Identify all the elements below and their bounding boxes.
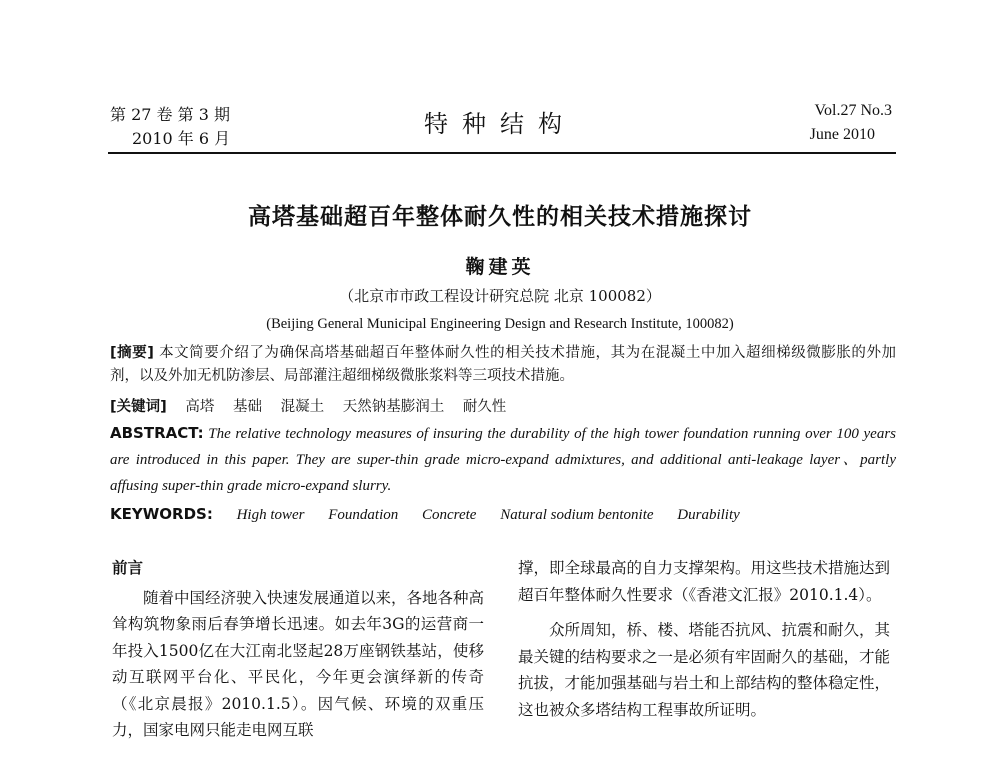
- keyword-cn: 高塔: [185, 399, 215, 415]
- keyword-en: High tower: [236, 507, 305, 523]
- body-column-left: [112, 555, 484, 744]
- abstract-cn-text: 本文简要介绍了为确保高塔基础超百年整体耐久性的相关技术措施，其为在混凝土中加入超细梯级微膨胀的外加剂，以及外加无机防渗层、局部灌注超细梯级微胀浆料等三项技术措施。: [110, 345, 896, 384]
- keyword-cn: 基础: [232, 399, 262, 415]
- body-column-right: [518, 555, 890, 723]
- abstract-en-label: ABSTRACT:: [110, 424, 204, 442]
- date-cn: 2010 年 6 月: [132, 129, 231, 148]
- body-paragraph: 随着中国经济驶入快速发展通道以来，各地各种高耸构筑物象雨后春笋增长迅速。如去年3G的运营商一年投入1500亿在大江南北竖起28万座钢铁基站，使移动互联网平台化、平民化，今年更会演绎新的传奇（《北京晨报》2010.1.5）。因气候、环境的双重压力，国家电网只能走电网互联: [112, 588, 485, 739]
- header-rule: [108, 152, 896, 154]
- abstract-en-text: The relative technology measures of insuring the durability of the high tower foundation running over 100 years are introduced in this paper. They are super-thin grade micro-expand admixtures, and additional anti-leakage layer、partly affusing super-thin grade micro-expand slurry.: [110, 426, 896, 494]
- keywords-cn-label: [关键词]: [110, 399, 167, 415]
- abstract-cn: [110, 342, 896, 388]
- keywords-cn: [110, 396, 896, 419]
- keyword-en: Concrete: [422, 507, 477, 523]
- article-title: 高塔基础超百年整体耐久性的相关技术措施探讨: [248, 204, 752, 230]
- keyword-en: Durability: [677, 507, 740, 523]
- date-en: June 2010: [809, 126, 875, 143]
- keywords-en: [110, 503, 896, 527]
- body-paragraph: 众所周知，桥、楼、塔能否抗风、抗震和耐久，其最关键的结构要求之一是必须有牢固耐久的基础，才能抗拔，才能加强基础与岩土和上部结构的整体稳定性，这也被众多塔结构工程事故所证明。: [518, 621, 891, 719]
- volume-issue-en: Vol.27 No.3: [814, 102, 892, 119]
- keyword-en: Natural sodium bentonite: [500, 507, 654, 523]
- affiliation-en: (Beijing General Municipal Engineering Design and Research Institute, 100082): [266, 316, 734, 332]
- abstract-en: [110, 420, 896, 499]
- keywords-en-label: KEYWORDS:: [110, 505, 213, 523]
- section-heading: 前言: [112, 559, 144, 577]
- affiliation-cn: （北京市市政工程设计研究总院 北京 100082）: [339, 287, 661, 305]
- author-name: 鞠建英: [465, 256, 535, 278]
- keyword-cn: 天然钠基膨润土: [342, 399, 445, 415]
- keyword-en: Foundation: [328, 507, 399, 523]
- journal-name: 特种结构: [424, 110, 576, 138]
- volume-issue-cn: 第 27 卷 第 3 期: [110, 105, 230, 124]
- keyword-cn: 耐久性: [462, 399, 507, 415]
- keyword-cn: 混凝土: [280, 399, 325, 415]
- abstract-cn-label: [摘要]: [110, 345, 154, 361]
- body-paragraph: 撑，即全球最高的自力支撑架构。用这些技术措施达到超百年整体耐久性要求（《香港文汇报》2010.1.4）。: [518, 559, 891, 604]
